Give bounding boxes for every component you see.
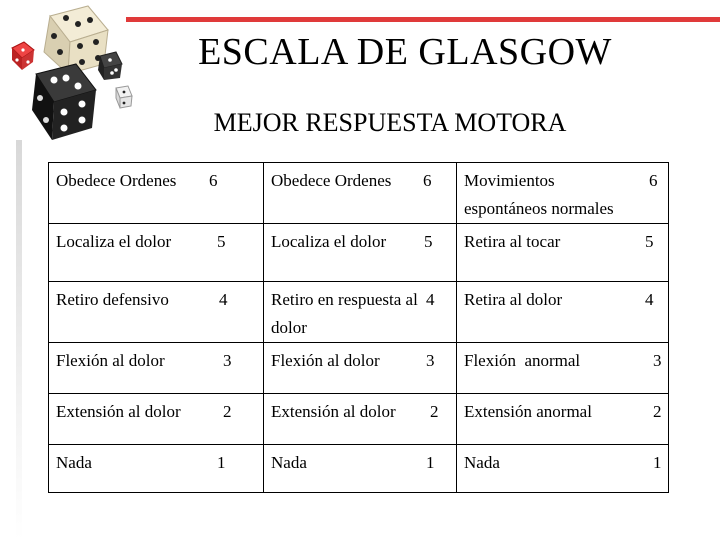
table-cell (457, 224, 669, 282)
side-accent-bar (16, 140, 22, 540)
motor-response-table (48, 162, 669, 493)
cell-score: 3 (653, 351, 662, 370)
table-cell (49, 394, 264, 445)
cell-score: 4 (426, 290, 435, 309)
table-row (49, 282, 669, 343)
table-cell (264, 282, 457, 343)
cell-score: 2 (430, 402, 439, 421)
cell-score: 5 (645, 232, 654, 251)
cell-label: Movimientos espontáneos normales (464, 171, 614, 218)
table-cell (457, 394, 669, 445)
cell-score: 1 (653, 453, 662, 472)
table-row (49, 163, 669, 224)
table-cell (457, 445, 669, 493)
table-cell (264, 445, 457, 493)
table-row (49, 224, 669, 282)
cell-label: Localiza el dolor (271, 232, 387, 251)
cell-score: 4 (219, 290, 228, 309)
table-cell (264, 343, 457, 394)
cell-score: 5 (217, 232, 226, 251)
table-cell (264, 163, 457, 224)
table-cell (264, 394, 457, 445)
cell-label: Retiro defensivo (56, 290, 169, 309)
cell-score: 1 (426, 453, 435, 472)
cell-score: 3 (426, 351, 435, 370)
table-cell (49, 445, 264, 493)
table-row (49, 445, 669, 493)
table-cell (457, 163, 669, 224)
cell-label: Nada (464, 453, 500, 472)
cell-score: 2 (223, 402, 232, 421)
table-row (49, 343, 669, 394)
table-cell (49, 163, 264, 224)
slide-title: ESCALA DE GLASGOW (198, 31, 612, 73)
cell-label: Obedece Ordenes (56, 171, 177, 190)
cell-label: Nada (56, 453, 92, 472)
cell-label: Retira al tocar (464, 232, 561, 251)
cell-label: Nada (271, 453, 307, 472)
table-row (49, 394, 669, 445)
cell-label: Obedece Ordenes (271, 171, 392, 190)
cell-label: Flexión al dolor (56, 351, 165, 370)
cell-label: Localiza el dolor (56, 232, 172, 251)
header-accent-bar (126, 17, 720, 22)
cell-label: Extensión al dolor (271, 402, 396, 421)
table-cell (49, 282, 264, 343)
cell-label: Extensión al dolor (56, 402, 181, 421)
cell-label: Flexión al dolor (271, 351, 380, 370)
cell-score: 3 (223, 351, 232, 370)
table-cell (49, 343, 264, 394)
cell-score: 6 (423, 171, 432, 190)
table-cell (457, 282, 669, 343)
cell-score: 4 (645, 290, 654, 309)
cell-score: 6 (209, 171, 218, 190)
cell-label: Retira al dolor (464, 290, 563, 309)
cell-label: Retiro en respuesta al dolor (271, 290, 418, 337)
table-cell (49, 224, 264, 282)
cell-label: Extensión anormal (464, 402, 592, 421)
table-cell (457, 343, 669, 394)
tiny-white-die (116, 86, 132, 108)
cell-score: 2 (653, 402, 662, 421)
cell-score: 5 (424, 232, 433, 251)
cell-score: 1 (217, 453, 226, 472)
table-cell (264, 224, 457, 282)
slide-subtitle: MEJOR RESPUESTA MOTORA (213, 108, 567, 137)
cell-score: 6 (649, 171, 658, 190)
cell-label: Flexión anormal (464, 351, 581, 370)
